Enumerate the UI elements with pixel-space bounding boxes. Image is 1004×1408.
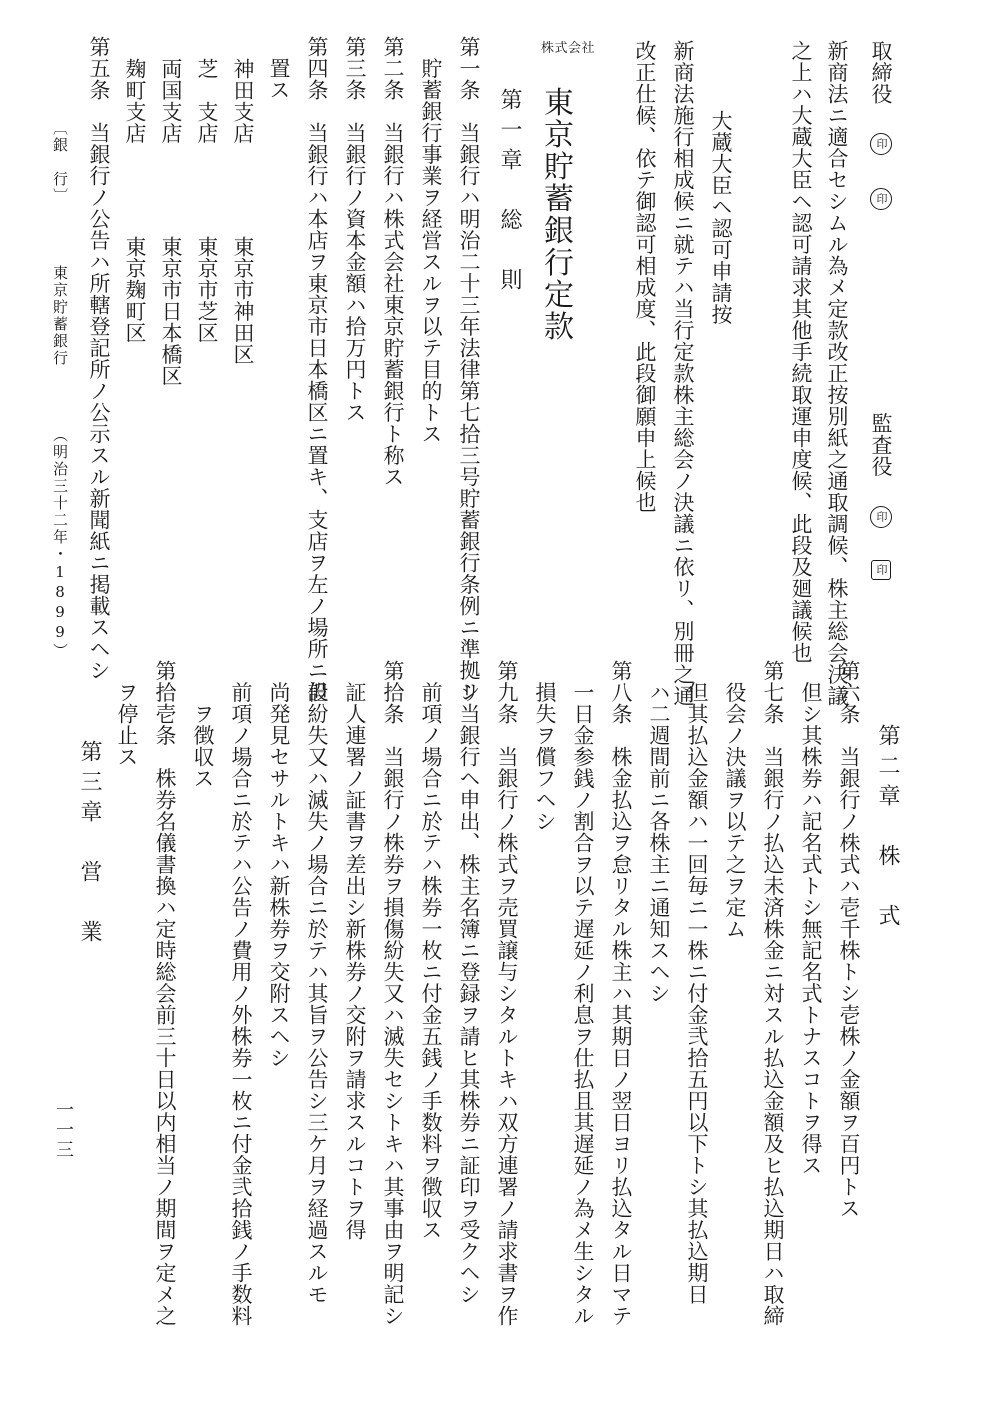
article-line: 尚発見セサルトキハ新株券ヲ交附スヘシ — [267, 660, 291, 1069]
director-seal-2: 印 — [870, 188, 892, 210]
chapter-2-title: 第二章 株 式 — [875, 724, 900, 934]
application-line-2: 改正仕候、依テ御認可相成度、此段御願申上候也 — [633, 40, 657, 513]
branch-location: 東京市芝区 — [195, 236, 219, 344]
article-line: 第七条 当銀行ノ払込未済株金ニ対スル払込金額及ヒ払込期日ハ取締 — [761, 660, 785, 1327]
charter-title — [538, 41, 596, 343]
application-line-1: 新商法施行相成候ニ就テハ当行定款株主総会ノ決議ニ依リ、別冊之通 — [671, 40, 695, 707]
article-line: 第二条 当銀行ハ株式会社東京貯蓄銀行ト称ス — [381, 36, 405, 488]
article-line: 前項ノ場合ニ於テハ公告ノ費用ノ外株券一枚ニ付金弐拾銭ノ手数料 — [229, 660, 253, 1327]
branch-name: 芝 支店 — [195, 58, 219, 144]
signature-line — [870, 40, 892, 584]
article-line: 証人連署ノ証書ヲ差出シ新株券ノ交附ヲ請求スルコトヲ得 — [343, 660, 367, 1241]
auditor-seal-2: 印 — [871, 560, 891, 580]
footer-category: 〔銀 行〕 — [51, 120, 69, 205]
intro-line-2: 之上ハ大蔵大臣ヘ認可請求其他手続取運申度候、此段及廻議候也 — [789, 40, 813, 664]
auditor-seal-1: 印 — [870, 506, 892, 528]
article-line: 第六条 当銀行ノ株式ハ壱千株トシ壱株ノ金額ヲ百円トス — [837, 660, 861, 1219]
article-line: ヲ停止ス — [115, 660, 139, 768]
article-line: 第九条 当銀行ノ株式ヲ売買譲与シタルトキハ双方連署ノ請求書ヲ作 — [495, 660, 519, 1327]
chapter-3-title: 第三章 営 業 — [77, 740, 102, 950]
article-line: 第拾条 当銀行ノ株券ヲ損傷紛失又ハ滅失セシトキハ其事由ヲ明記シ — [381, 660, 405, 1327]
article-line: リ当銀行ヘ申出、株主名簿ニ登録ヲ請ヒ其株券ニ証印ヲ受クヘシ — [457, 660, 481, 1305]
branch-name: 麹町支店 — [123, 58, 147, 144]
article-line: 役会ノ決議ヲ以テ之ヲ定ム — [723, 660, 747, 940]
charter-title-text: 東京貯蓄銀行定款 — [538, 86, 573, 343]
article-line: ヲ徴収ス — [191, 660, 215, 789]
director-seal-1: 印 — [870, 133, 892, 155]
article-line: 第三条 当銀行ノ資本金額ハ拾万円トス — [343, 36, 367, 423]
article-line: 置ス — [267, 36, 291, 101]
page-number: 一一三 — [53, 1100, 74, 1160]
article-line: 第八条 株金払込ヲ怠リタル株主ハ其期日ノ翌日ヨリ払込タル日マテ — [609, 660, 633, 1327]
branch-location: 東京市日本橋区 — [159, 236, 183, 387]
article-line: ハ二週間前ニ各株主ニ通知スヘシ — [647, 660, 671, 1004]
article-line: 第拾壱条 株券名儀書換ハ定時総会前三十日以内相当ノ期間ヲ定メ之 — [153, 660, 177, 1327]
article-line: 第一条 当銀行ハ明治二十三年法律第七拾三号貯蓄銀行条例ニ準拠シ — [457, 36, 481, 703]
article-line: 損失ヲ償フヘシ — [533, 660, 557, 832]
footer-bank: 東京貯蓄銀行 — [51, 265, 69, 367]
branch-name: 神田支店 — [231, 58, 255, 144]
branch-location: 東京市神田区 — [231, 236, 255, 365]
article-line: 第四条 当銀行ハ本店ヲ東京市日本橋区ニ置キ、支店ヲ左ノ場所ニ設 — [305, 36, 329, 703]
footer — [52, 120, 67, 660]
chapter-1-title: 第一章 総 則 — [497, 88, 522, 298]
branch-name: 両国支店 — [159, 58, 183, 144]
article-line: 但其払込金額ハ一回毎ニ一株ニ付金弐拾五円以下トシ其払込期日 — [685, 660, 709, 1305]
article-line: 前項ノ場合ニ於テハ株券一枚ニ付金五銭ノ手数料ヲ徴収ス — [419, 660, 443, 1241]
article-line: 一日金参銭ノ割合ヲ以テ遅延ノ利息ヲ仕払且其遅延ノ為メ生シタル — [571, 660, 595, 1327]
auditor-label: 監査役 — [869, 412, 893, 477]
footer-date: （明治三十二年・1899） — [51, 427, 69, 660]
branch-location: 東京麹町区 — [123, 236, 147, 344]
company-prefix: 株式会社 — [541, 41, 596, 56]
article-5: 第五条 当銀行ノ公告ハ所轄登記所ノ公示スル新聞紙ニ掲載スヘシ — [87, 36, 111, 681]
article-line: 但紛失又ハ滅失ノ場合ニ於テハ其旨ヲ公告シ三ケ月ヲ経過スルモ — [305, 660, 329, 1305]
intro-line-1: 新商法ニ適合セシムル為メ定款改正按別紙之通取調候、株主総会決議 — [825, 40, 849, 707]
application-title: 大蔵大臣ヘ認可申請按 — [709, 110, 733, 325]
article-line: 但シ其株券ハ記名式トシ無記名式トナスコトヲ得ス — [799, 660, 823, 1176]
article-line: 貯蓄銀行事業ヲ経営スルヲ以テ目的トス — [419, 36, 443, 445]
director-label: 取締役 — [869, 40, 893, 105]
